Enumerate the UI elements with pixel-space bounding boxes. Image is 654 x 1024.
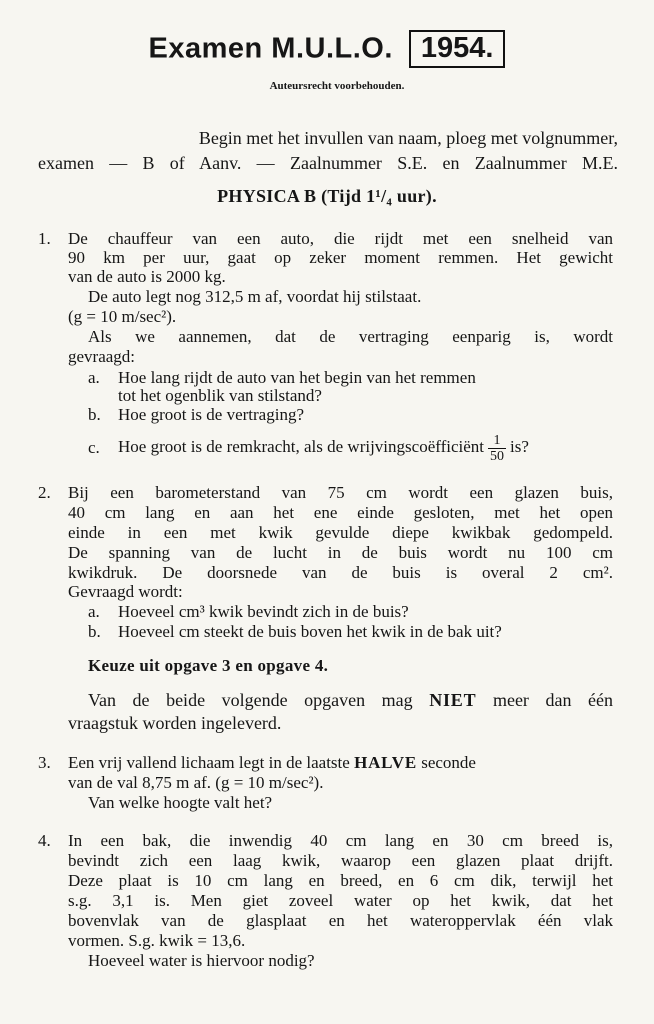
question-line: (g = 10 m/sec²). [68,307,177,326]
question-emphasis: HALVE [354,753,417,772]
question-line: van de val 8,75 m af. (g = 10 m/sec²). [68,773,324,792]
question-line [68,753,476,773]
question-line: Deze plaat is 10 cm lang en breed, en 6 cm dik, terwijl het [68,871,613,890]
choice-emphasis: NIET [429,690,477,710]
intro-line-1: Begin met het invullen van naam, ploeg met volgnummer, [198,128,618,148]
question-line: s.g. 3,1 is. Men giet zoveel water op het kwik, dat het [68,891,613,910]
copyright-notice: Auteursrecht voorbehouden. [269,80,405,92]
friction-fraction [488,433,506,464]
choice-text: meer dan één [476,690,613,710]
question-line: De chauffeur van een auto, die rijdt met een snelheid van [68,229,613,248]
choice-line [88,690,613,711]
question-text: Een vrij vallend lichaam legt in de laatste [68,753,355,772]
sub-label: b. [88,622,101,641]
sub-label: a. [88,368,100,387]
sub-question-line: Hoe groot is de vertraging? [118,405,304,424]
intro-instructions [38,126,618,176]
sub-question-line: tot het ogenblik van stilstand? [118,386,322,405]
question-text: seconde [416,753,476,772]
exam-header [0,30,654,68]
question-line: kwikdruk. De doorsnede van de buis is overal 2 cm². [68,563,613,582]
question-line: van de auto is 2000 kg. [68,267,226,286]
question-line: Hoeveel water is hiervoor nodig? [88,951,315,970]
question-number: 4. [38,831,51,850]
sub-question-line: Hoeveel cm steekt de buis boven het kwik in de bak uit? [118,622,502,641]
question-number: 2. [38,483,51,502]
fraction-denominator: 50 [490,448,505,464]
question-line: Bij een barometerstand van 75 cm wordt een glazen buis, [68,483,613,502]
sub-question-end: is? [510,437,529,456]
sub-label: c. [88,438,100,457]
question-line: einde in een met kwik gevulde diepe kwikbak gedompeld. [68,523,613,542]
exam-title: Examen M.U.L.O. [148,32,393,65]
question-line: De spanning van de lucht in de buis wordt nu 100 cm [68,543,613,562]
question-number: 1. [38,229,51,248]
question-line: De auto legt nog 312,5 m af, voordat hij stilstaat. [88,287,422,306]
choice-text: Van de beide volgende opgaven mag [88,690,430,710]
sub-label: a. [88,602,100,621]
question-line: In een bak, die inwendig 40 cm lang en 30 cm breed is, [68,831,613,850]
intro-line-2: examen — B of Aanv. — Zaalnummer S.E. en Zaalnummer M.E. [38,153,618,173]
sub-question-line: Hoeveel cm³ kwik bevindt zich in de buis? [118,602,409,621]
question-line: 40 cm lang en aan het ene einde gesloten, met het open [68,503,613,522]
question-line: bovenvlak van de glasplaat en het wateroppervlak één vlak [68,911,613,930]
sub-question-line: Hoe lang rijdt de auto van het begin van het remmen [118,368,476,387]
question-number: 3. [38,753,51,772]
section-title: PHYSICA B (Tijd 1¹/₄ uur). [217,186,437,206]
sub-label: b. [88,405,101,424]
fraction-numerator: 1 [488,433,506,449]
choice-title: Keuze uit opgave 3 en opgave 4. [88,656,329,675]
question-line: Als we aannemen, dat de vertraging eenparig is, wordt [88,327,613,346]
question-line: vormen. S.g. kwik = 13,6. [68,931,246,950]
exam-year-box: 1954. [409,30,506,68]
sub-question-text: Hoe groot is de remkracht, als de wrijvingscoëfficiënt [118,437,485,456]
choice-line: vraagstuk worden ingeleverd. [68,713,282,733]
question-line: bevindt zich een laag kwik, waarop een glazen plaat drijft. [68,851,613,870]
question-line: 90 km per uur, gaat op zeker moment remmen. Het gewicht [68,248,613,267]
sub-question-line [118,424,529,470]
question-line: Van welke hoogte valt het? [88,793,273,812]
question-line: Gevraagd wordt: [68,582,183,601]
question-line: gevraagd: [68,347,136,366]
